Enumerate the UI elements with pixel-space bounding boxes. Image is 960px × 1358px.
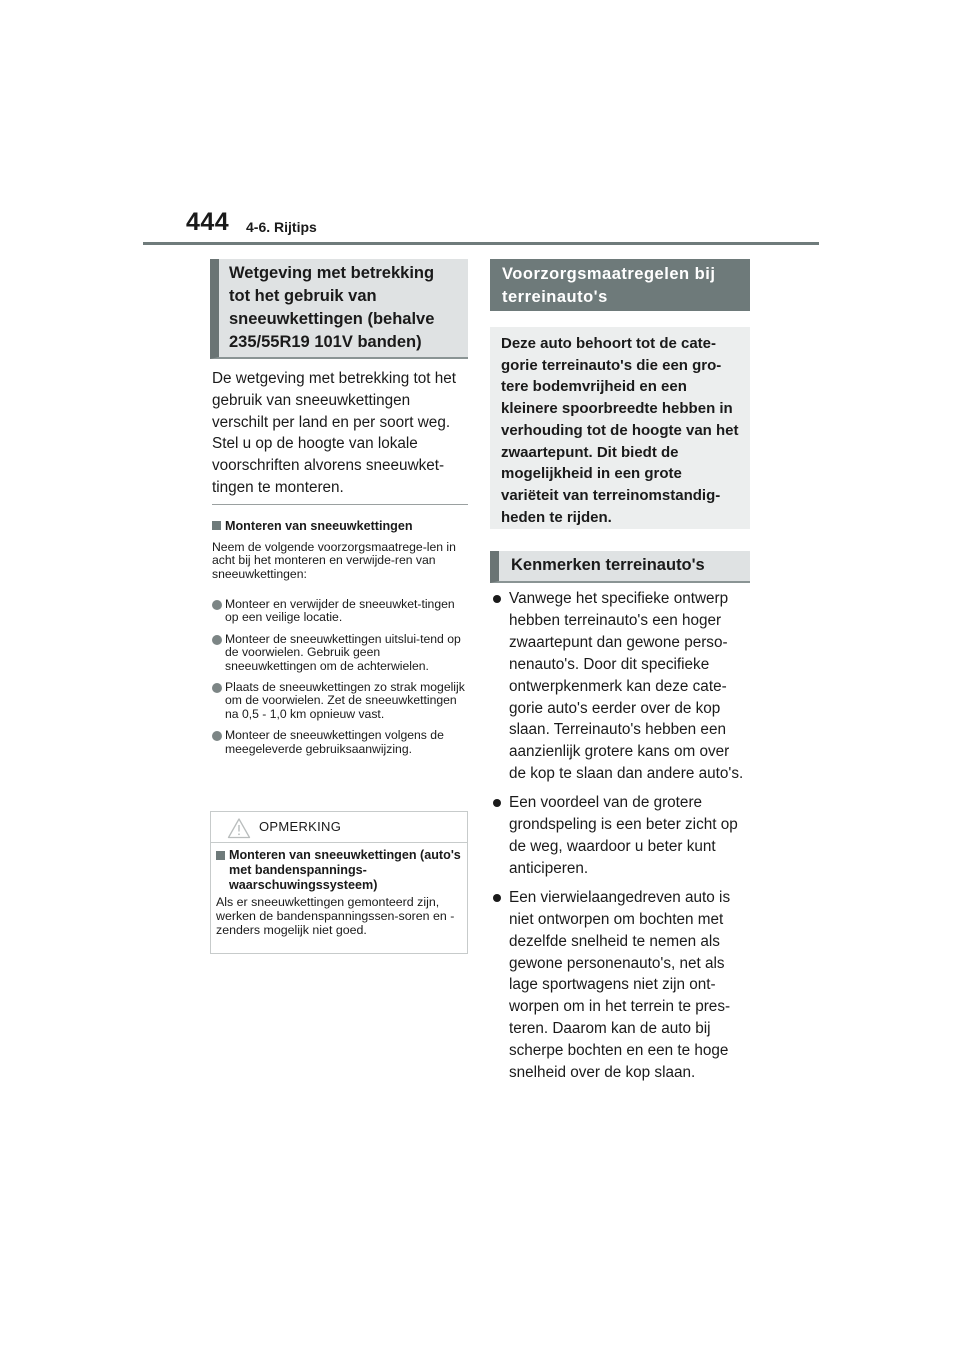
list-item [492,887,750,1084]
circle-bullet-icon [212,600,222,610]
circle-bullet-icon [212,683,222,693]
offroad-info-box: Deze auto behoort tot de cate-gorie terreinauto's die een gro-tere bodemvrijheid en een kleinere spoorbreedte hebben in verhouding tot de hoogte van het zwaartepunt. Dit biedt de mogelijkheid in een grote variëteit van terreinomstandig-heden te rijden. [490,327,750,529]
subsection-title-text: Monteren van sneeuwkettingen [225,519,413,533]
list-item [212,729,470,756]
list-item-text: Een vierwielaangedreven auto is niet ontworpen om bochten met dezelfde snelheid te nemen als gewone personenauto's, net als lage sportwagens niet zijn ont-worpen om in het terrein te pres-teren. Daarom kan de auto bij scherpe bochten en een te hoge snelheid over de kop slaan. [509,888,731,1082]
note-header [211,812,467,843]
dot-bullet-icon [493,799,501,807]
note-box [210,811,468,954]
header-rule [143,242,819,245]
intro-paragraph: De wetgeving met betrekking tot het gebruik van sneeuwkettingen verschilt per land en per soort weg. Stel u op de hoogte van lokale voorschriften alvorens sneeuwket-tingen te monteren. [212,370,457,496]
list-item [212,633,470,673]
subsection-text: Neem de volgende voorzorgsmaatrege-len in acht bij het monteren en verwijde-ren van sneeuwkettingen: [212,540,456,581]
square-bullet-icon [216,851,225,860]
list-item-text: Plaats de sneeuwkettingen zo strak mogelijk om de voorwielen. Zet de sneeuwkettingen na 0,5 - 1,0 km opnieuw vast. [225,680,465,721]
list-item [492,588,750,785]
list-item [212,598,470,625]
note-label: OPMERKING [259,819,342,834]
offroad-features-list [492,588,750,1091]
section-label: 4-6. Rijtips [246,219,317,235]
heading-snow-chains-legislation: Wetgeving met betrekking tot het gebruik van sneeuwkettingen (behalve 235/55R19 101V banden) [210,259,468,359]
list-item-text: Vanwege het specifieke ontwerp hebben terreinauto's een hoger zwaartepunt dan gewone perso-nenauto's. Door dit specifieke ontwerpkenmerk kan deze cate-gorie auto's eerder over de kop slaan. Terreinauto's hebben een aanzienlijk grotere kans om over de kop te slaan dan andere auto's. [509,590,744,783]
snow-chain-bullet-list [212,598,470,764]
list-item-text: Monteer de sneeuwkettingen volgens de meegeleverde gebruiksaanwijzing. [225,728,444,756]
heading-offroad-features: Kenmerken terreinauto's [490,551,750,583]
list-item-text: Monteer de sneeuwkettingen uitslui-tend op de voorwielen. Gebruik geen sneeuwkettingen om de achterwielen. [225,631,461,673]
note-body [211,843,467,938]
square-bullet-icon [212,521,221,530]
circle-bullet-icon [212,635,222,645]
note-subtitle [216,848,462,892]
dot-bullet-icon [493,894,501,902]
dot-bullet-icon [493,595,501,603]
list-item-text: Een voordeel van de grotere grondspeling is een beter zicht op de weg, waardoor u beter kunt anticiperen. [509,794,738,877]
list-item [212,681,470,721]
note-subtitle-text: Monteren van sneeuwkettingen (auto's met bandenspannings-waarschuwingssysteem) [229,848,461,892]
warning-triangle-icon [227,817,251,839]
subsection-title [212,519,470,534]
divider [212,504,468,505]
note-text: Als er sneeuwkettingen gemonteerd zijn, werken de bandenspanningssen-soren en -zenders mogelijk niet goed. [216,895,455,937]
page-number: 444 [186,208,230,236]
list-item [492,792,750,880]
heading-offroad-precautions: Voorzorgsmaatregelen bij terreinauto's [490,259,750,311]
circle-bullet-icon [212,731,222,741]
list-item-text: Monteer en verwijder de sneeuwket-tingen op een veilige locatie. [225,597,455,625]
